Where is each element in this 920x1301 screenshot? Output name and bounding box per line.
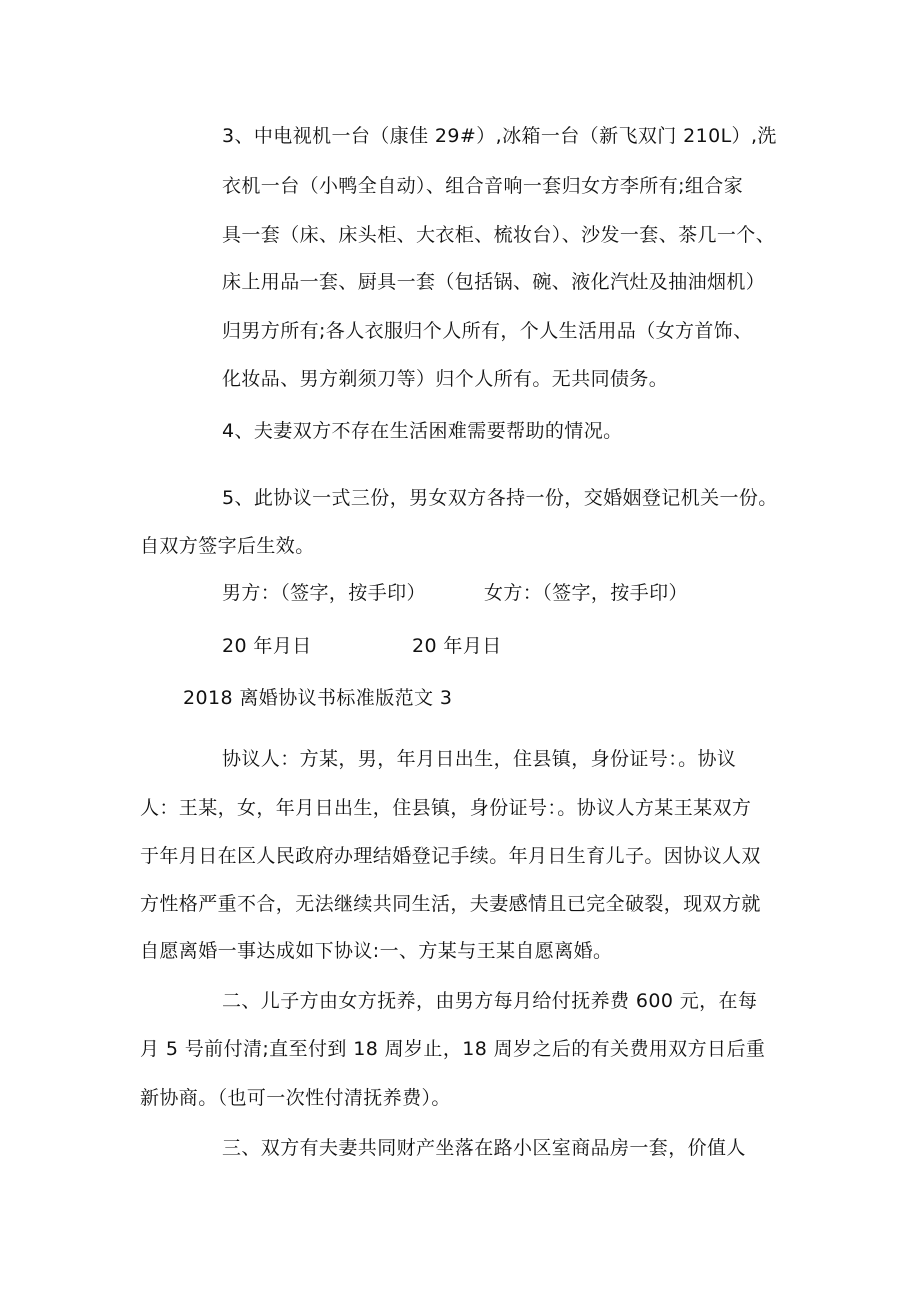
text-line: 自愿离婚一事达成如下协议:一、方某与王某自愿离婚。 [140,940,613,962]
text-line: 方性格严重不合，无法继续共同生活，夫妻感情且已完全破裂，现双方就 [140,893,761,915]
text-line: 具一套（床、床头柜、大衣柜、梳妆台）、沙发一套、茶几一个、 [222,224,776,246]
text-line: 人：王某，女，年月日出生，住县镇，身份证号：。协议人方某王某双方 [140,797,752,819]
text-line: 二、儿子方由女方抚养，由男方每月给付抚养费 600 元，在每 [222,990,758,1012]
text-line: 三、双方有夫妻共同财产坐落在路小区室商品房一套，价值人 [222,1137,746,1159]
text-line: 自双方签字后生效。 [140,535,315,557]
item-4-paragraph: 4、夫妻双方不存在生活困难需要帮助的情况。 [222,420,623,442]
text-line: 于年月日在区人民政府办理结婚登记手续。年月日生育儿子。因协议人双 [140,845,761,867]
text-line: 协议人：方某，男，年月日出生，住县镇，身份证号：。协议 [222,748,737,770]
text-line: 归男方所有;各人衣服归个人所有，个人生活用品（女方首饰、 [222,320,753,342]
text-line: 新协商。（也可一次性付清抚养费）。 [140,1087,451,1109]
text-line: 3、中电视机一台（康佳 29#）,冰箱一台（新飞双门 210L）,洗 [222,125,777,147]
male-signature-label: 男方：（签字，按手印） [222,582,426,604]
section-title: 2018 离婚协议书标准版范文 3 [183,687,453,709]
text-line: 衣机一台（小鸭全自动）、组合音响一套归女方李所有;组合家 [222,175,744,197]
text-line: 床上用品一套、厨具一套（包括锅、碗、液化汽灶及抽油烟机） [222,271,766,293]
female-signature-label: 女方：（签字，按手印） [484,582,688,604]
female-date: 20 年月日 [412,635,502,657]
text-line: 月 5 号前付清;直至付到 18 周岁止，18 周岁之后的有关费用双方日后重 [140,1038,766,1060]
text-line: 化妆品、男方剃须刀等）归个人所有。无共同债务。 [222,368,669,390]
text-line: 5、此协议一式三份，男女双方各持一份，交婚姻登记机关一份。 [222,487,778,509]
male-date: 20 年月日 [222,635,312,657]
